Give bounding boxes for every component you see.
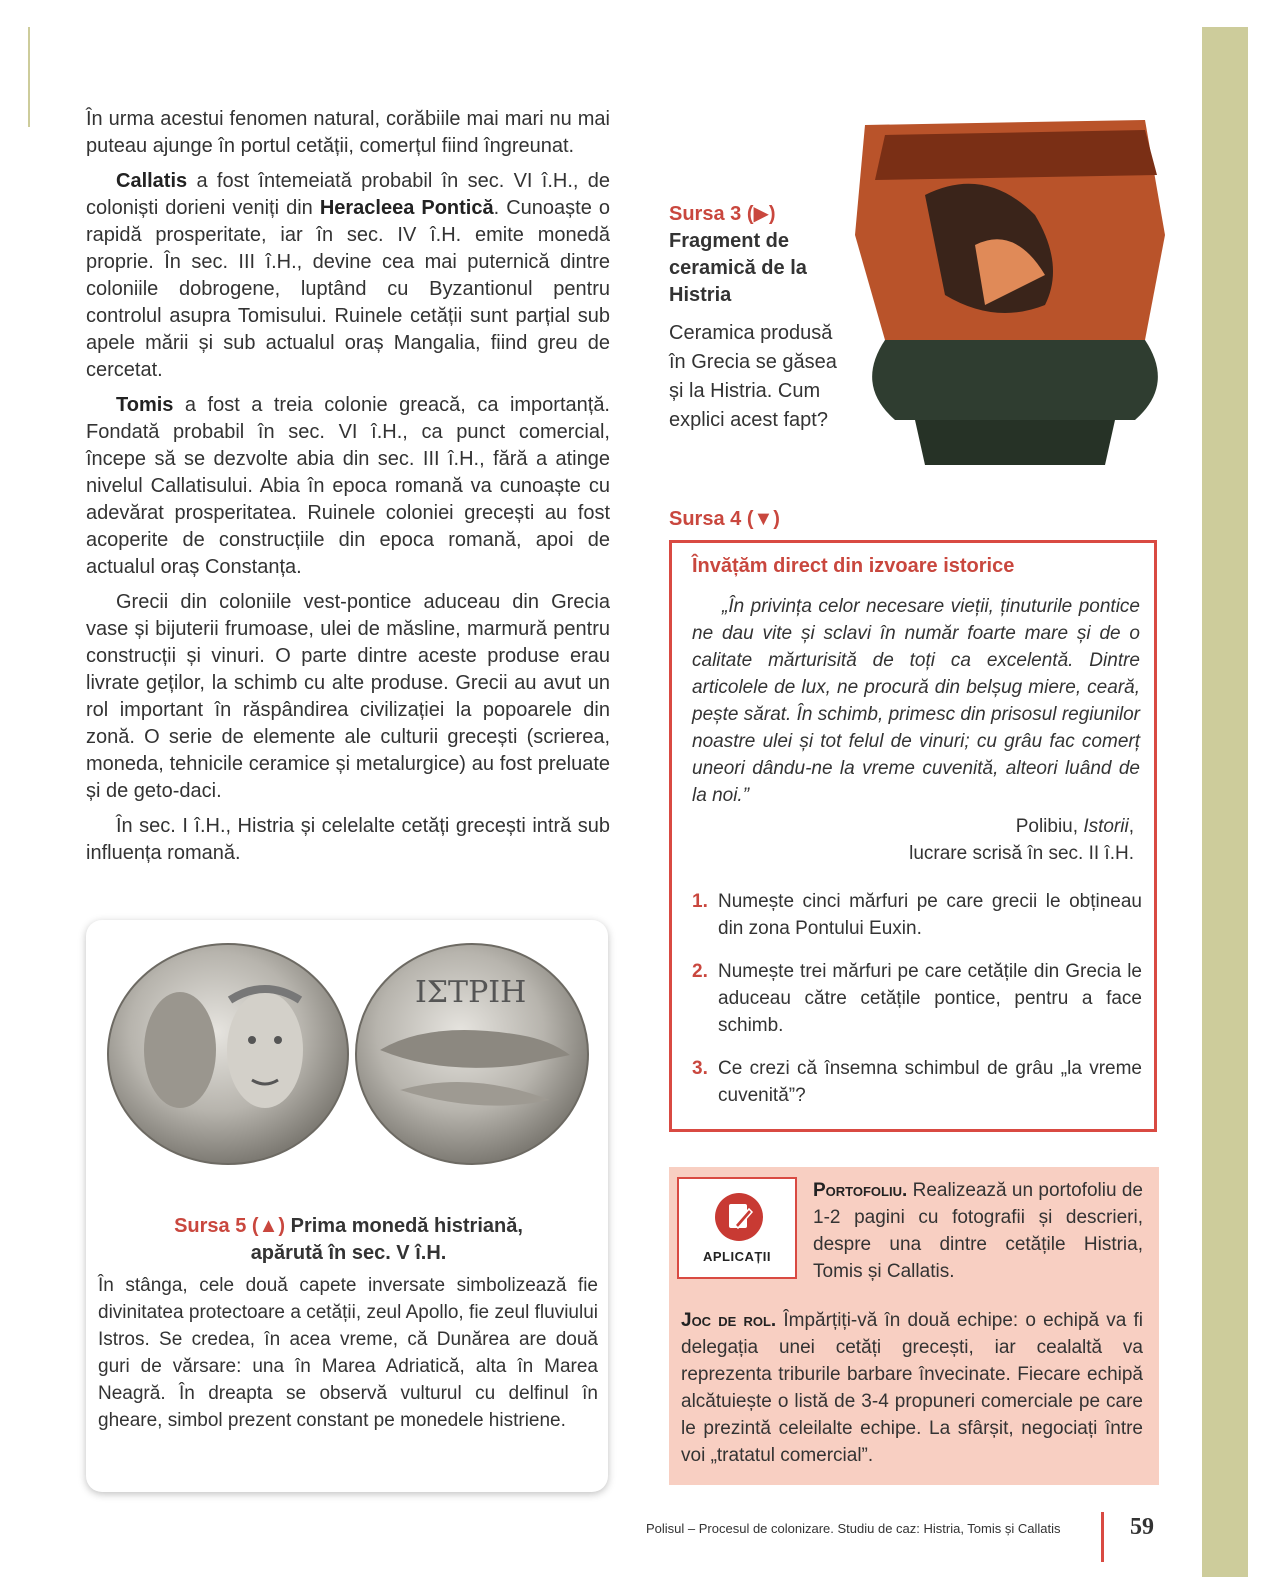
source5-title-2: apărută în sec. V î.H. [250,1242,447,1264]
footer-chapter: Polisul – Procesul de colonizare. Studiu de caz: Histria, Tomis și Callatis [646,1521,1061,1536]
vase-image [845,105,1177,487]
question-item [692,958,1142,1039]
margin-line [28,27,30,127]
source5-label: Sursa 5 ( [174,1215,259,1237]
quote-text: „În privința celor necesare vieții, ținuturile pontice ne dau vite și sclavi în număr foarte mare și de o calitate mărturisită de toți ca excelentă. Dintre articolele de lux, ne procură din belșug miere, ceară, pește sărat. În schimb, primesc din prisosul regiunilor noastre ulei și tot felul de vinuri; cu grâu fac comerț uneori dându-ne la vreme cuvenită, alteori luând de la noi.” [692,596,1140,806]
coin-card [86,920,608,1492]
term-heracleea: Heracleea Pontică [319,197,494,219]
portfolio-text: Realizează un portofoliu de 1-2 pagini cu fotografii și descrieri, despre una dintre cetățile Histria, Tomis și Callatis. [813,1180,1143,1282]
question-text: Numește cinci mărfuri pe care grecii le obțineau din zona Pontului Euxin. [718,891,1142,939]
source4-box-title: Învățăm direct din izvoare istorice [692,555,1015,577]
question-text: Ce crezi că însemna schimbul de grâu „la vreme cuvenită”? [718,1058,1142,1106]
portfolio-heading: Portofoliu. [813,1180,908,1201]
work-title: Istorii [1083,816,1129,837]
source5-description: În stânga, cele două capete inversate simbolizează fie divinitatea protectoare a cetății, zeul Apollo, fie zeul fluviului Istros. Se credea, în acea vreme, că Dunărea are două guri de vărsare: una în Marea Adriatică, alta în Marea Neagră. În dreapta se observă vulturul cu delfinul în gheare, simbol prezent constant pe monedele histriene. [98,1275,598,1431]
up-triangle-icon: ▲ [258,1215,279,1237]
source4-quote [692,593,1140,809]
source4-heading [669,506,780,533]
author-note: lucrare scrisă în sec. II î.H. [909,843,1134,864]
applications-label: APLICAȚII [702,1249,772,1264]
source3-heading [669,201,776,228]
down-triangle-icon: ▼ [753,508,774,530]
side-band [1202,27,1248,1577]
author-name: Polibiu, [1015,816,1084,837]
source3-title: Fragment de ceramică de la Histria [669,230,807,306]
author-end: , [1128,816,1134,837]
roleplay-task [681,1307,1143,1469]
term-tomis: Tomis [116,394,174,416]
term-callatis: Callatis [116,170,188,192]
roleplay-heading: Joc de rol. [681,1310,777,1331]
question-text: Numește trei mărfuri pe care cetățile din Grecia le aduceau către cetățile pontice, pentru a face schimb. [718,961,1142,1036]
source4-label: Sursa 4 ( [669,508,754,530]
paragraph-text: a fost întemeiată probabil în sec. VI î.H., de coloniști dorieni veniți din [86,170,610,219]
paragraph-greeks: Grecii din coloniile vest-pontice aduceau din Grecia vase și bijuterii frumoase, ulei de măsline, marmură pentru construcții și vinuri. O parte dintre aceste produse erau livrate geților, la schimb cu alte produse. Grecii au avut un rol important în răspândirea civilizației la popoarele din zonă. O serie de elemente ale culturii grecești (scrierea, moneda, tehnicile ceramice și metalurgice) au fost preluate și de geto-daci. [86,591,610,802]
footer-divider [1101,1512,1104,1562]
applications-box [669,1167,1159,1485]
source4-box [669,540,1157,1132]
paragraph-tomis [86,392,610,581]
source4-label-end: ) [773,508,780,530]
question-number: 2. [692,961,708,982]
right-triangle-icon: ▶ [753,203,769,225]
page-number: 59 [1130,1514,1154,1540]
source5-label-end: ) [278,1215,286,1237]
roleplay-text: Împărțiți-vă în două echipe: o echipă va fi delegația unei cetăți grecești, iar cealaltă va reprezenta triburile barbare învecinate. Fiecare echipă alcătuiește o listă de 3-4 propuneri comerciale pe care le prezintă celeilalte echipe. La sfârșit, negociați între voi „tratatul comercial”. [681,1310,1143,1466]
question-item [692,1055,1142,1109]
source3-description: Ceramica produsă în Grecia se găsea și la Histria. Cum explici acest fapt? [669,322,837,431]
portfolio-task [813,1177,1143,1285]
pencil-paper-icon [715,1193,763,1241]
question-number: 1. [692,891,708,912]
source4-attribution [909,813,1134,867]
coin-image [100,940,600,1168]
paragraph-roman: În sec. I î.H., Histria și celelalte cetăți grecești intră sub influența romană. [86,815,610,864]
source5-title-1: Prima monedă histriană, [290,1215,523,1237]
paragraph-text: a fost a treia colonie greacă, ca importanță. Fondată probabil în sec. VI î.H., ca punct comercial, începe să se dezvolte abia din sec. III î.H., fără a atinge nivelul Callatisului. Abia în epoca romană va cunoaște cu adevărat prosperitatea. Ruinele coloniei grecești au fost acoperite de construcțiile din epoca romană, apoi de actualul oraș Constanța. [86,394,610,578]
paragraph-callatis [86,168,610,384]
coin-legend: ΙΣΤΡΙΗ [415,975,527,1010]
source3-label-end: ) [768,203,776,225]
paragraph-1: În urma acestui fenomen natural, corăbiile mai mari nu mai puteau ajunge în portul cetății, comerțul fiind îngreunat. [86,108,610,157]
question-item [692,888,1142,942]
question-number: 3. [692,1058,708,1079]
main-text [86,106,610,875]
source3-label: Sursa 3 ( [669,203,754,225]
applications-badge [677,1177,797,1279]
question-list [692,888,1142,1125]
source5-caption [106,1213,591,1267]
paragraph-text: . Cunoaște o rapidă prosperitate, iar în sec. IV î.H. emite monedă proprie. În sec. III î.H., devine cea mai puternică dintre coloniile dobrogene, luptând cu Byzantionul pentru controlul asupra Tomisului. Ruinele cetății sunt parțial sub apele mării și sub actualul oraș Mangalia, fiind greu de cercetat. [86,197,610,381]
